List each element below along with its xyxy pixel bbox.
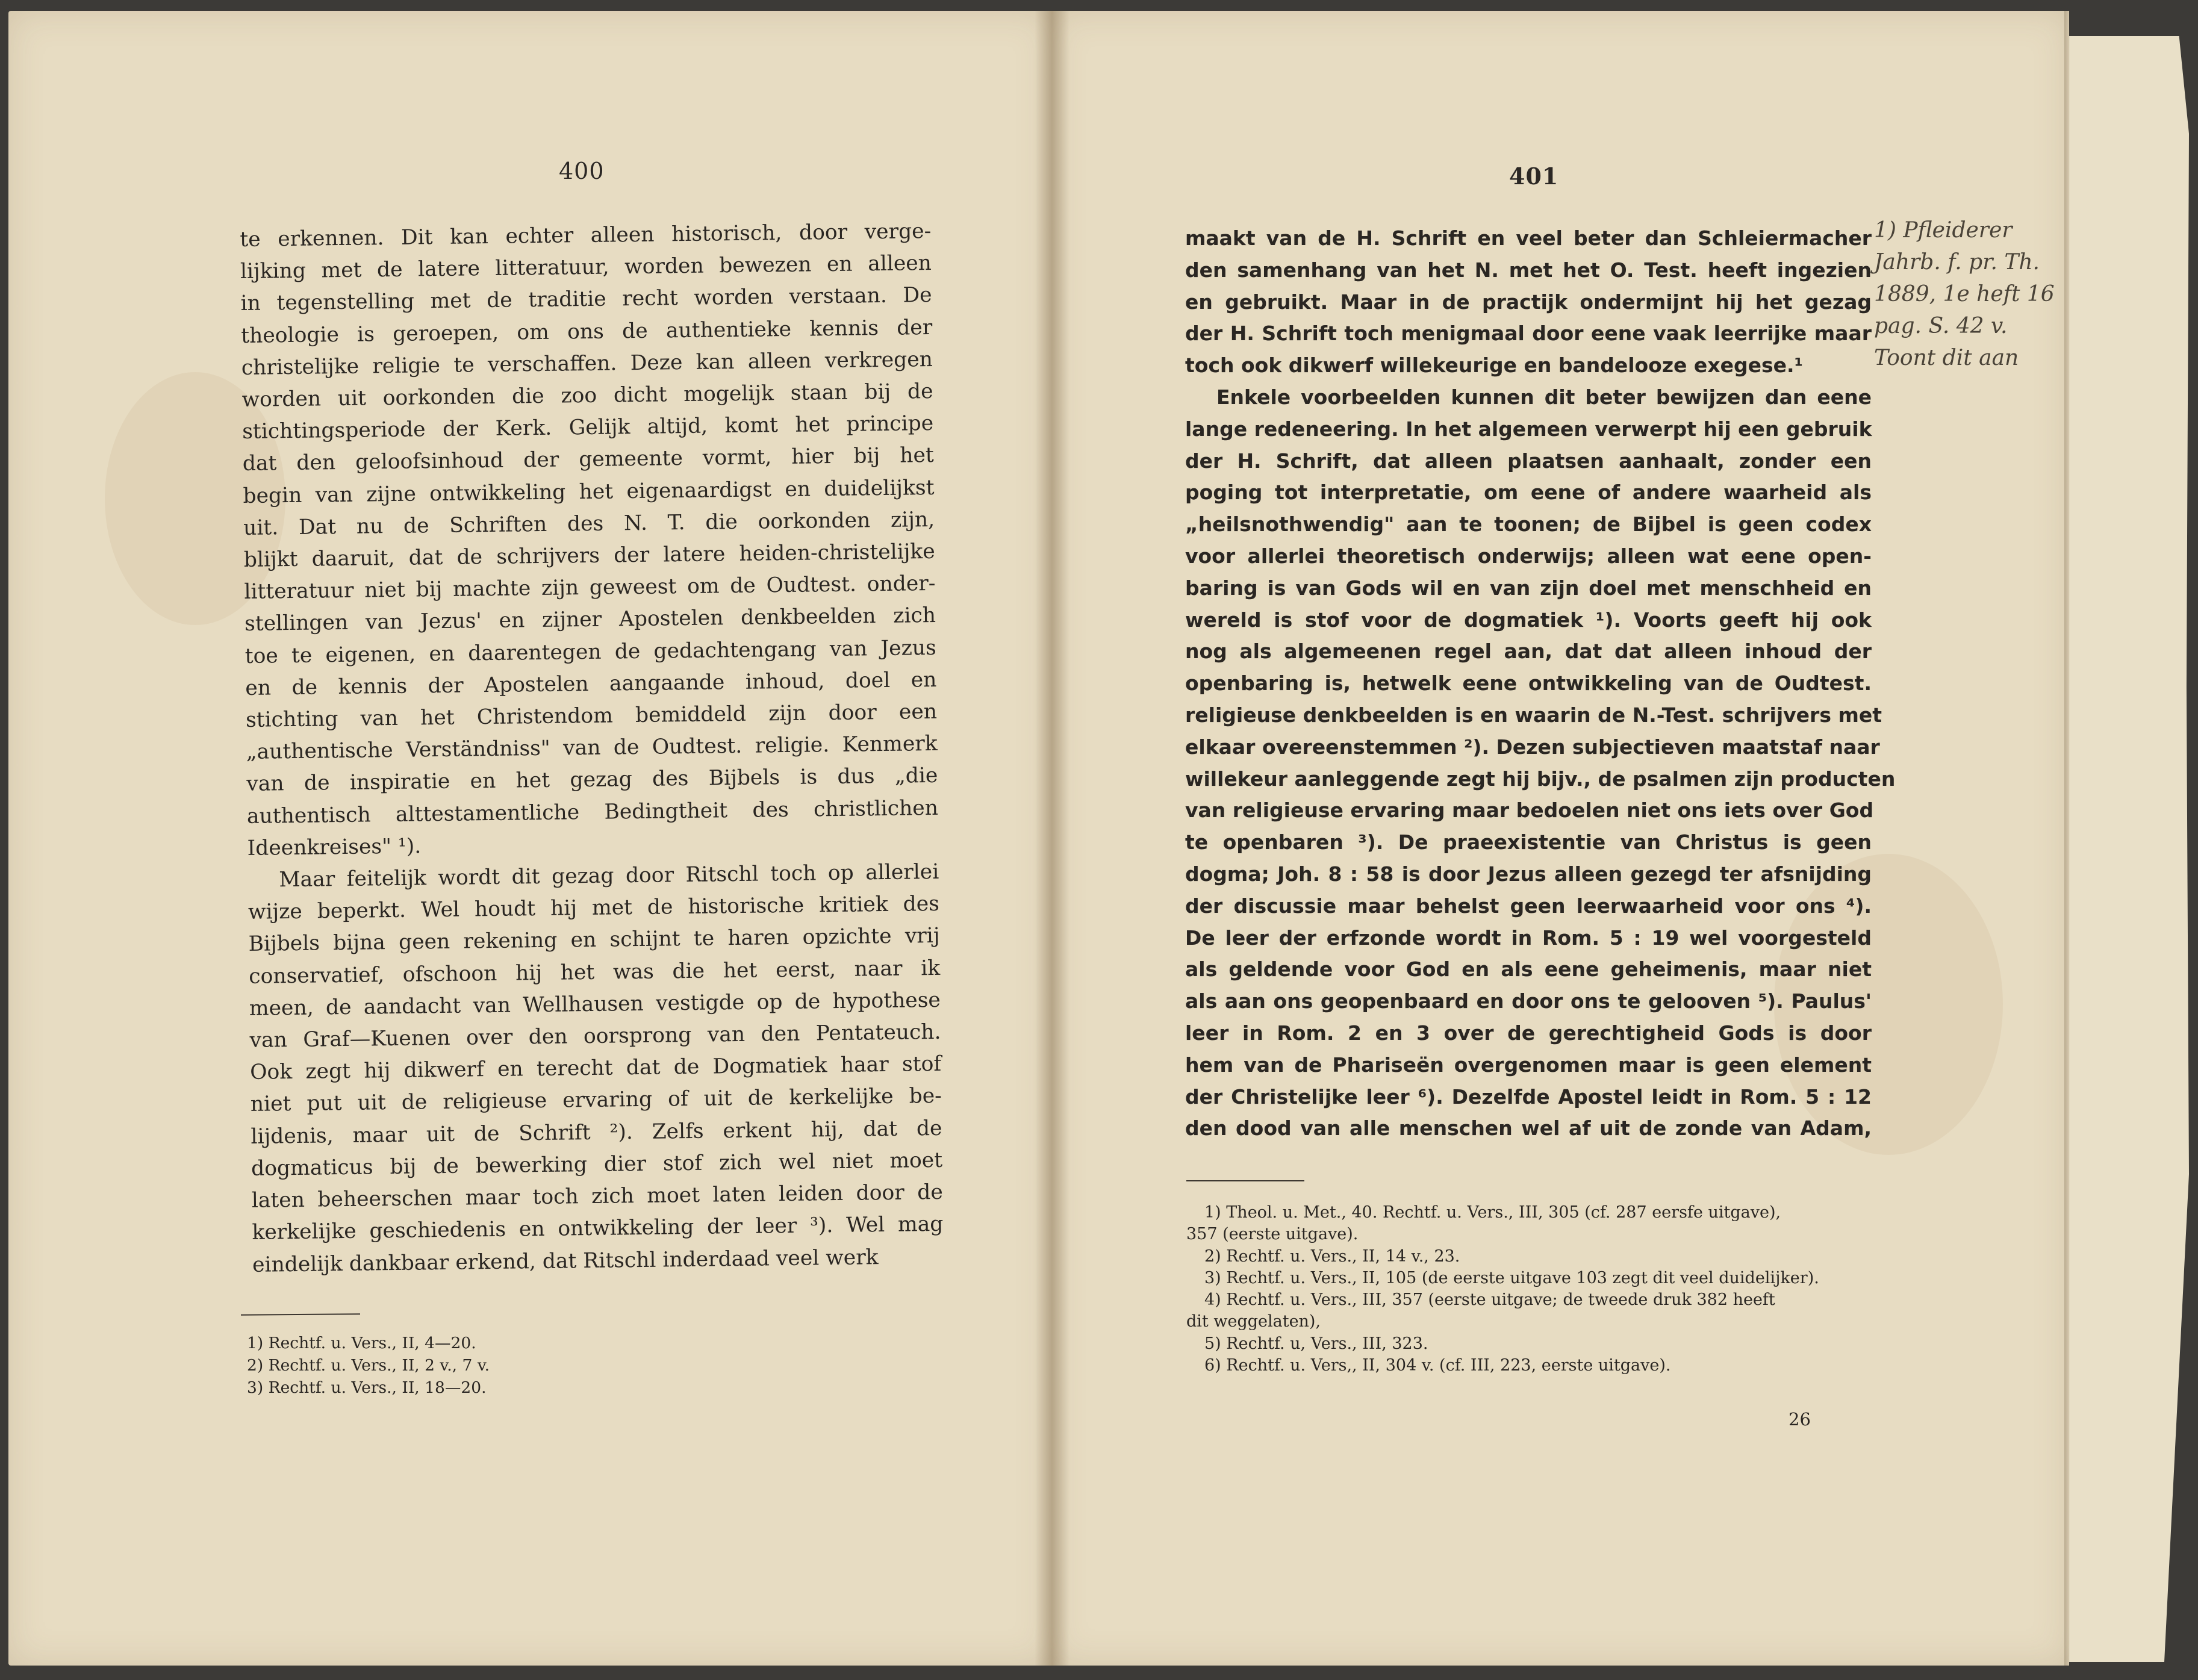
text-line: lijdenis, maar uit de Schrift ²). Zelfs erkent hij, dat de — [251, 1116, 942, 1149]
text-line: elkaar overeenstemmen ²). Dezen subjectieven maatstaf naar — [1185, 735, 1880, 759]
text-line: stichtingsperiode der Kerk. Gelijk altijd, komt het principe — [241, 411, 934, 444]
text-line: van de inspiratie en het gezag des Bijbels is dus „die — [246, 764, 938, 797]
text-line: als aan ons geopenbaard en door ons te gelooven ⁵). Paulus' — [1185, 989, 1872, 1013]
text-line: te erkennen. Dit kan echter alleen historisch, door verge- — [240, 219, 932, 252]
text-line: blijkt daaruit, dat de schrijvers der latere heiden-christelijke — [243, 539, 935, 572]
text-line: stellingen van Jezus' en zijner Apostelen denkbeelden zich — [244, 603, 936, 636]
text-line: „authentische Verständniss" van de Oudtest. religie. Kenmerk — [246, 732, 938, 765]
text-line: lijking met de latere litteratuur, worden bewezen en alleen — [240, 251, 932, 284]
text-line: Ideenkreises" ¹). — [247, 834, 422, 860]
text-line: van religieuse ervaring maar bedoelen niet ons iets over God — [1185, 798, 1874, 823]
annotation-line: Jahrb. f. pr. Th. — [1874, 250, 2040, 275]
text-line: hem van de Phariseën overgenomen maar is geen element — [1185, 1053, 1872, 1077]
text-line: De leer der erfzonde wordt in Rom. 5 : 19 wel voorgesteld — [1185, 926, 1872, 950]
text-line: christelijke religie te verschaffen. Deze kan alleen verkregen — [241, 347, 933, 380]
text-line: der discussie maar behelst geen leerwaarheid voor ons ⁴). — [1185, 894, 1872, 918]
text-line: wereld is stof voor de dogmatiek ¹). Voorts geeft hij ook — [1185, 608, 1872, 632]
footnote-line: 3) Rechtf. u. Vers., II, 105 (de eerste uitgave 103 zegt dit veel duidelijker). — [1204, 1268, 1819, 1287]
text-line: voor allerlei theoretisch onderwijs; alleen wat eene open- — [1185, 544, 1872, 568]
text-line: te openbaren ³). De praeexistentie van Christus is geen — [1185, 830, 1872, 854]
text-line: kerkelijke geschiedenis en ontwikkeling der leer ³). Wel mag — [252, 1212, 944, 1245]
text-line: meen, de aandacht van Wellhausen vestigde op de hypothese — [249, 988, 941, 1021]
text-line: leer in Rom. 2 en 3 over de gerechtigheid Gods is door — [1185, 1021, 1872, 1045]
footnote-line: 6) Rechtf. u. Vers,, II, 304 v. (cf. III, 223, eerste uitgave). — [1204, 1356, 1671, 1375]
signature-mark: 26 — [1789, 1409, 1811, 1430]
text-line: Maar feitelijk wordt dit gezag door Ritschl toch op allerlei — [279, 859, 939, 892]
text-line: litteratuur niet bij machte zijn geweest om de Oudtest. onder- — [244, 571, 936, 605]
text-line: uit. Dat nu de Schriften des N. T. die oorkonden zijn, — [243, 507, 935, 540]
text-line: en gebruikt. Maar in de practijk ondermijnt hij het gezag — [1185, 290, 1872, 314]
text-line: willekeur aanleggende zegt hij bijv., de psalmen zijn producten — [1185, 767, 1896, 791]
annotation-line: Toont dit aan — [1874, 346, 2019, 370]
text-line: niet put uit de religieuse ervaring of uit de kerkelijke be- — [250, 1084, 942, 1117]
text-line: Ook zegt hij dikwerf en terecht dat de Dogmatiek haar stof — [249, 1052, 942, 1085]
text-line: laten beheerschen maar toch zich moet laten leiden door de — [251, 1180, 943, 1213]
footnote-rule-right — [1186, 1180, 1304, 1181]
text-line: stichting van het Christendom bemiddeld zijn door een — [245, 699, 938, 732]
footnote-line: 5) Rechtf. u, Vers., III, 323. — [1204, 1334, 1428, 1353]
text-line: openbaring is, hetwelk eene ontwikkeling van de Oudtest. — [1185, 671, 1872, 695]
annotation-line: 1) Pfleiderer — [1874, 218, 2013, 243]
text-line: lange redeneering. In het algemeen verwerpt hij een gebruik — [1185, 417, 1872, 441]
footnote-line: 3) Rechtf. u. Vers., II, 18—20. — [247, 1378, 487, 1398]
text-line: van Graf—Kuenen over den oorsprong van den Pentateuch. — [249, 1019, 941, 1053]
handwritten-margin-note — [1874, 214, 2055, 374]
text-line: Bijbels bijna geen rekening en schijnt te haren opzichte vrij — [248, 924, 940, 957]
text-line: poging tot interpretatie, om eene of andere waarheid als — [1185, 481, 1872, 505]
annotation-line: pag. S. 42 v. — [1874, 314, 2008, 338]
right-body-text — [1185, 223, 1896, 1145]
text-line: der H. Schrift toch menigmaal door eene vaak leerrijke maar — [1185, 322, 1872, 346]
text-line: en de kennis der Apostelen aangaande inhoud, doel en — [245, 667, 937, 700]
text-line: in tegenstelling met de traditie recht worden verstaan. De — [240, 283, 932, 316]
footnote-line: 2) Rechtf. u. Vers., II, 14 v., 23. — [1204, 1246, 1460, 1266]
annotation-line: 1889, 1e heft 16 — [1874, 282, 2055, 306]
text-line: wijze beperkt. Wel houdt hij met de historische kritiek des — [248, 892, 940, 925]
footnote-line: 357 (eerste uitgave). — [1186, 1225, 1359, 1244]
footnote-line: dit weggelaten), — [1186, 1312, 1321, 1331]
text-line: als geldende voor God en als eene geheimenis, maar niet — [1185, 957, 1872, 982]
text-line: dogmaticus bij de bewerking dier stof zich wel niet moet — [251, 1148, 943, 1181]
right-footnotes — [1186, 1202, 1873, 1377]
text-line: conservatief, ofschoon hij het was die het eerst, naar ik — [249, 956, 941, 989]
text-line: den samenhang van het N. met het O. Test. heeft ingezien — [1185, 258, 1872, 282]
text-line: den dood van alle menschen wel af uit de zonde van Adam, — [1185, 1116, 1872, 1140]
text-line: „heilsnothwendig" aan te toonen; de Bijbel is geen codex — [1185, 512, 1872, 537]
text-line: Enkele voorbeelden kunnen dit beter bewijzen dan eene — [1216, 385, 1872, 409]
footnote-line: 1) Rechtf. u. Vers., II, 4—20. — [247, 1334, 476, 1352]
page-number-left: 400 — [559, 158, 605, 184]
text-line: der Christelijke leer ⁶). Dezelfde Apostel leidt in Rom. 5 : 12 — [1185, 1084, 1872, 1109]
text-line: authentisch alttestamentliche Bedingtheit des christlichen — [246, 795, 939, 829]
text-line: nog als algemeenen regel aan, dat dat alleen inhoud der — [1185, 639, 1872, 664]
text-line: religieuse denkbeelden is en waarin de N.-Test. schrijvers met — [1185, 703, 1882, 727]
book-gutter — [1035, 11, 1069, 1666]
footnote-line: 1) Theol. u. Met., 40. Rechtf. u. Vers., III, 305 (cf. 287 eersfe uitgave), — [1204, 1203, 1781, 1222]
left-body-text — [240, 216, 944, 1281]
footnote-line: 2) Rechtf. u. Vers., II, 2 v., 7 v. — [247, 1356, 490, 1375]
page-number-right: 401 — [1509, 163, 1559, 190]
text-line: maakt van de H. Schrift en veel beter dan Schleiermacher — [1185, 226, 1872, 250]
text-line: baring is van Gods wil en van zijn doel met menschheid en — [1185, 576, 1872, 600]
page-edge-shadow — [2064, 11, 2070, 1666]
footnote-line: 4) Rechtf. u. Vers., III, 357 (eerste uitgave; de tweede druk 382 heeft — [1204, 1290, 1775, 1310]
text-line: eindelijk dankbaar erkend, dat Ritschl inderdaad veel werk — [252, 1245, 879, 1277]
text-line: dat den geloofsinhoud der gemeente vormt, hier bij het — [242, 443, 935, 476]
text-line: worden uit oorkonden die zoo dicht mogelijk staan bij de — [241, 379, 933, 412]
back-page-edge — [2066, 36, 2189, 1662]
text-line: begin van zijne ontwikkeling het eigenaardigst en duidelijkst — [243, 475, 935, 508]
text-line: theologie is geroepen, om ons de authentieke kennis der — [241, 315, 933, 348]
text-line: toe te eigenen, en daarentegen de gedachtengang van Jezus — [244, 635, 936, 668]
text-line: der H. Schrift, dat alleen plaatsen aanhaalt, zonder een — [1185, 449, 1872, 473]
left-footnotes — [247, 1332, 789, 1399]
text-line: toch ook dikwerf willekeurige en bandelooze exegese.¹ — [1185, 353, 1803, 378]
text-line: dogma; Joh. 8 : 58 is door Jezus alleen gezegd ter afsnijding — [1185, 862, 1872, 886]
